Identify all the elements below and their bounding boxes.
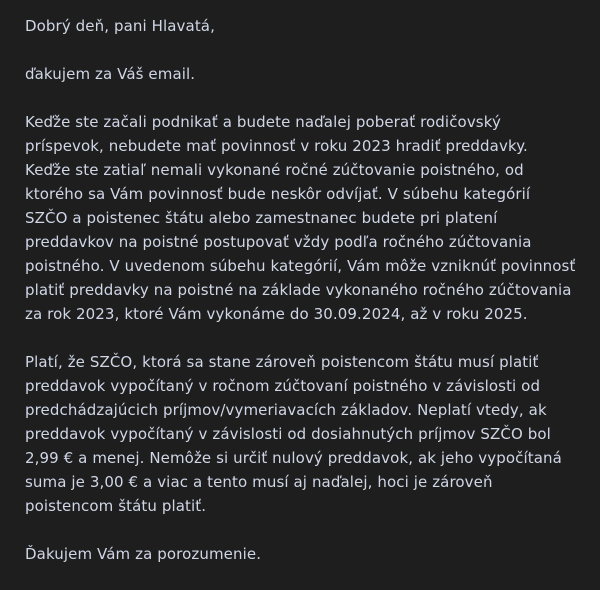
paragraph-2: Platí, že SZČO, ktorá sa stane zároveň poistencom štátu musí platiť preddavok vypočítaný v ročnom zúčtovaní poistného v závislosti od predchádzajúcich príjmov/vymeriavacích základov. Neplatí vtedy, ak preddavok vypočítaný v závislosti od dosiahnutých príjmov SZČO bol 2,99 € a menej. Nemôže si určiť nulový preddavok, ak jeho vypočítaná suma je 3,00 € a viac a tento musí aj naďalej, hoci je zároveň poistencom štátu platiť. <box>25 353 562 515</box>
greeting: Dobrý deň, pani Hlavatá, <box>25 17 215 35</box>
closing-line: Ďakujem Vám za porozumenie. <box>25 545 262 563</box>
thanks-line: ďakujem za Váš email. <box>25 65 196 83</box>
paragraph-1: Keďže ste začali podnikať a budete naďalej poberať rodičovský príspevok, nebudete mať povinnosť v roku 2023 hradiť preddavky. Keďže ste zatiaľ nemali vykonané ročné zúčtovanie poistného, od ktorého sa Vám povinnosť bude neskôr odvíjať. V súbehu kategórií SZČO a poistenec štátu alebo zamestnanec budete pri platení preddavkov na poistné postupovať vždy podľa ročného zúčtovania poistného. V uvedenom súbehu kategórií, Vám môže vzniknúť povinnosť platiť preddavky na poistné na základe vykonaného ročného zúčtovania za rok 2023, ktoré Vám vykonáme do 30.09.2024, až v roku 2025. <box>25 113 576 323</box>
